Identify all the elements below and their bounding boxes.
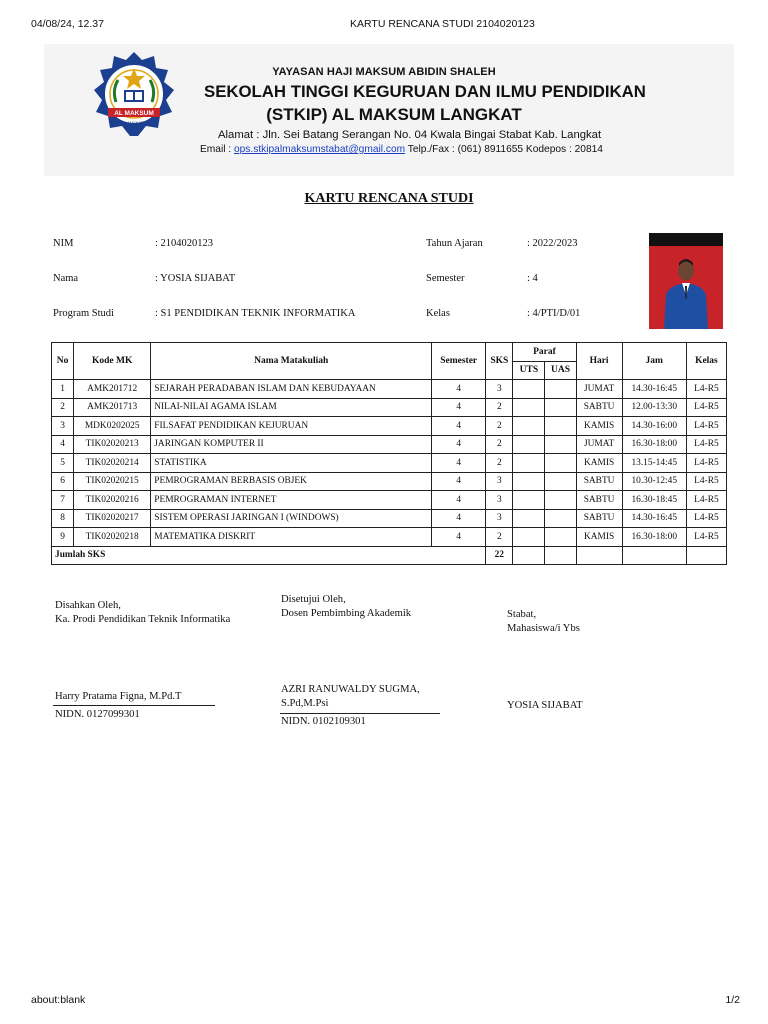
cell-sks: 3 <box>486 380 513 399</box>
header-hari: Hari <box>576 343 622 380</box>
cell-uas <box>545 509 576 528</box>
nama-value: : YOSIA SIJABAT <box>155 273 236 284</box>
cell-semester: 4 <box>432 528 486 547</box>
signature-line-left <box>53 705 215 706</box>
print-title: KARTU RENCANA STUDI 2104020123 <box>350 18 535 30</box>
cell-hari: SABTU <box>576 472 622 491</box>
signature-line-middle <box>280 713 440 714</box>
cell-jam: 14.30-16:00 <box>622 417 686 436</box>
cell-hari: JUMAT <box>576 435 622 454</box>
table-row <box>52 491 727 510</box>
nim-label: NIM <box>53 238 74 249</box>
cell-kelas: L4-R5 <box>686 454 726 473</box>
cell-kode: TIK02020213 <box>74 435 151 454</box>
cell-nama: STATISTIKA <box>151 454 432 473</box>
school-name: SEKOLAH TINGGI KEGURUAN DAN ILMU PENDIDIKAN <box>204 82 646 101</box>
cell-jam: 14.30-16:45 <box>622 380 686 399</box>
total-sks-value: 22 <box>486 546 513 565</box>
cell-no: 6 <box>52 472 74 491</box>
cell-sks: 3 <box>486 509 513 528</box>
kelas-label: Kelas <box>426 308 450 319</box>
document-title: KARTU RENCANA STUDI <box>304 191 474 206</box>
cell-semester: 4 <box>432 380 486 399</box>
cell-kelas: L4-R5 <box>686 528 726 547</box>
cell-jam: 14.30-16:45 <box>622 509 686 528</box>
cell-uts <box>513 398 545 417</box>
header-uas: UAS <box>545 361 576 380</box>
cell-no: 3 <box>52 417 74 436</box>
cell-uas <box>545 454 576 473</box>
cell-semester: 4 <box>432 398 486 417</box>
empty-cell <box>686 546 726 565</box>
cell-hari: SABTU <box>576 491 622 510</box>
kelas-value: : 4/PTI/D/01 <box>527 308 581 319</box>
semester-label: Semester <box>426 273 465 284</box>
signer-middle-name-line1: AZRI RANUWALDY SUGMA, <box>281 684 420 695</box>
cell-uts <box>513 435 545 454</box>
semester-value: : 4 <box>527 273 538 284</box>
cell-sks: 2 <box>486 435 513 454</box>
cell-uas <box>545 398 576 417</box>
cell-sks: 2 <box>486 454 513 473</box>
cell-kode: TIK02020214 <box>74 454 151 473</box>
empty-cell <box>576 546 622 565</box>
cell-kode: MDK0202025 <box>74 417 151 436</box>
course-table <box>51 342 727 565</box>
signer-left-nidn: NIDN. 0127099301 <box>55 709 140 720</box>
table-row <box>52 472 727 491</box>
cell-jam: 16.30-18:00 <box>622 528 686 547</box>
nama-label: Nama <box>53 273 79 284</box>
header-uts: UTS <box>513 361 545 380</box>
header-no: No <box>52 343 74 380</box>
letterhead-text <box>200 66 646 155</box>
table-row <box>52 398 727 417</box>
cell-nama: JARINGAN KOMPUTER II <box>151 435 432 454</box>
cell-kode: AMK201713 <box>74 398 151 417</box>
cell-jam: 16.30-18:00 <box>622 435 686 454</box>
table-row <box>52 417 727 436</box>
cell-uts <box>513 528 545 547</box>
total-row <box>52 546 727 565</box>
cell-uts <box>513 472 545 491</box>
logo-text: AL MAKSUM <box>114 110 154 117</box>
cell-semester: 4 <box>432 509 486 528</box>
print-header <box>31 18 740 32</box>
cell-sks: 2 <box>486 398 513 417</box>
phone-info: Telp./Fax : (061) 8911655 Kodepos : 20814 <box>405 144 603 155</box>
header-kode-mk: Kode MK <box>74 343 151 380</box>
cell-hari: KAMIS <box>576 528 622 547</box>
empty-cell <box>545 546 576 565</box>
email-label: Email : <box>200 144 234 155</box>
cell-kode: TIK02020216 <box>74 491 151 510</box>
empty-cell <box>513 546 545 565</box>
approver-role: Dosen Pembimbing Akademik <box>281 608 412 619</box>
cell-kelas: L4-R5 <box>686 417 726 436</box>
table-row <box>52 454 727 473</box>
approval-label: Disahkan Oleh, <box>55 600 121 611</box>
school-address: Alamat : Jln. Sei Batang Serangan No. 04 Kwala Bingai Stabat Kab. Langkat <box>218 129 602 141</box>
cell-sks: 3 <box>486 472 513 491</box>
cell-kelas: L4-R5 <box>686 509 726 528</box>
cell-no: 8 <box>52 509 74 528</box>
signer-middle-name-line2: S.Pd,M.Psi <box>281 698 329 709</box>
approver-role: Ka. Prodi Pendidikan Teknik Informatika <box>55 614 231 625</box>
header-semester: Semester <box>432 343 486 380</box>
header-sks: SKS <box>486 343 513 380</box>
cell-jam: 10.30-12:45 <box>622 472 686 491</box>
cell-uts <box>513 454 545 473</box>
table-row <box>52 435 727 454</box>
cell-uas <box>545 491 576 510</box>
cell-sks: 2 <box>486 528 513 547</box>
empty-cell <box>622 546 686 565</box>
cell-no: 5 <box>52 454 74 473</box>
print-page: 1/2 <box>725 994 740 1006</box>
cell-semester: 4 <box>432 491 486 510</box>
cell-nama: MATEMATIKA DISKRIT <box>151 528 432 547</box>
student-photo <box>649 233 723 329</box>
header-paraf: Paraf <box>513 343 576 362</box>
header-jam: Jam <box>622 343 686 380</box>
cell-jam: 13.15-14:45 <box>622 454 686 473</box>
cell-sks: 3 <box>486 491 513 510</box>
cell-hari: KAMIS <box>576 417 622 436</box>
cell-no: 1 <box>52 380 74 399</box>
cell-hari: JUMAT <box>576 380 622 399</box>
cell-semester: 4 <box>432 435 486 454</box>
header-kelas: Kelas <box>686 343 726 380</box>
cell-uts <box>513 509 545 528</box>
place-label: Stabat, <box>507 609 537 620</box>
logo-subtext: LANGKAT <box>124 120 144 125</box>
cell-jam: 16.30-18:45 <box>622 491 686 510</box>
cell-no: 2 <box>52 398 74 417</box>
cell-uas <box>545 435 576 454</box>
student-role: Mahasiswa/i Ybs <box>507 623 580 634</box>
email-link[interactable]: ops.stkipalmaksumstabat@gmail.com <box>233 144 406 155</box>
cell-no: 4 <box>52 435 74 454</box>
cell-sks: 2 <box>486 417 513 436</box>
total-sks-label: Jumlah SKS <box>52 546 486 565</box>
cell-semester: 4 <box>432 454 486 473</box>
cell-kelas: L4-R5 <box>686 380 726 399</box>
cell-nama: SEJARAH PERADABAN ISLAM DAN KEBUDAYAAN <box>151 380 432 399</box>
cell-uts <box>513 380 545 399</box>
table-header-row <box>52 343 727 362</box>
cell-jam: 12.00-13:30 <box>622 398 686 417</box>
table-row <box>52 380 727 399</box>
cell-semester: 4 <box>432 417 486 436</box>
cell-nama: NILAI-NILAI AGAMA ISLAM <box>151 398 432 417</box>
signer-left-name: Harry Pratama Figna, M.Pd.T <box>55 691 182 702</box>
signature-middle <box>281 593 411 621</box>
cell-nama: PEMROGRAMAN BERBASIS OBJEK <box>151 472 432 491</box>
letterhead <box>44 44 734 176</box>
cell-hari: SABTU <box>576 398 622 417</box>
cell-kelas: L4-R5 <box>686 435 726 454</box>
cell-hari: KAMIS <box>576 454 622 473</box>
foundation-name: YAYASAN HAJI MAKSUM ABIDIN SHALEH <box>272 66 496 78</box>
cell-kelas: L4-R5 <box>686 398 726 417</box>
table-row <box>52 528 727 547</box>
table-body <box>52 380 727 565</box>
cell-hari: SABTU <box>576 509 622 528</box>
header-nama-matakuliah: Nama Matakuliah <box>151 343 432 380</box>
cell-nama: PEMROGRAMAN INTERNET <box>151 491 432 510</box>
cell-nama: FILSAFAT PENDIDIKAN KEJURUAN <box>151 417 432 436</box>
cell-nama: SISTEM OPERASI JARINGAN I (WINDOWS) <box>151 509 432 528</box>
person-silhouette-icon <box>649 233 723 329</box>
cell-kode: AMK201712 <box>74 380 151 399</box>
cell-kode: TIK02020215 <box>74 472 151 491</box>
print-datetime: 04/08/24, 12.37 <box>31 18 104 30</box>
table-row <box>52 509 727 528</box>
cell-semester: 4 <box>432 472 486 491</box>
cell-uas <box>545 528 576 547</box>
prodi-label: Program Studi <box>53 308 114 319</box>
cell-kelas: L4-R5 <box>686 491 726 510</box>
cell-kode: TIK02020218 <box>74 528 151 547</box>
school-logo <box>94 50 174 150</box>
cell-no: 7 <box>52 491 74 510</box>
cell-uts <box>513 491 545 510</box>
signature-right <box>507 608 580 636</box>
print-url: about:blank <box>31 994 86 1006</box>
signer-middle-nidn: NIDN. 0102109301 <box>281 716 366 727</box>
prodi-value: : S1 PENDIDIKAN TEKNIK INFORMATIKA <box>155 308 356 319</box>
cell-no: 9 <box>52 528 74 547</box>
tahun-value: : 2022/2023 <box>527 238 578 249</box>
cell-uas <box>545 472 576 491</box>
tahun-label: Tahun Ajaran <box>426 238 483 249</box>
signer-right-name: YOSIA SIJABAT <box>507 700 583 711</box>
cell-kode: TIK02020217 <box>74 509 151 528</box>
school-contact <box>200 144 624 155</box>
approval-label: Disetujui Oleh, <box>281 594 346 605</box>
cell-kelas: L4-R5 <box>686 472 726 491</box>
school-short-name: (STKIP) AL MAKSUM LANGKAT <box>266 105 522 124</box>
cell-uas <box>545 380 576 399</box>
cell-uas <box>545 417 576 436</box>
signer-middle-name <box>281 683 420 711</box>
cell-uts <box>513 417 545 436</box>
nim-value: : 2104020123 <box>155 238 214 249</box>
signature-left <box>55 599 230 627</box>
